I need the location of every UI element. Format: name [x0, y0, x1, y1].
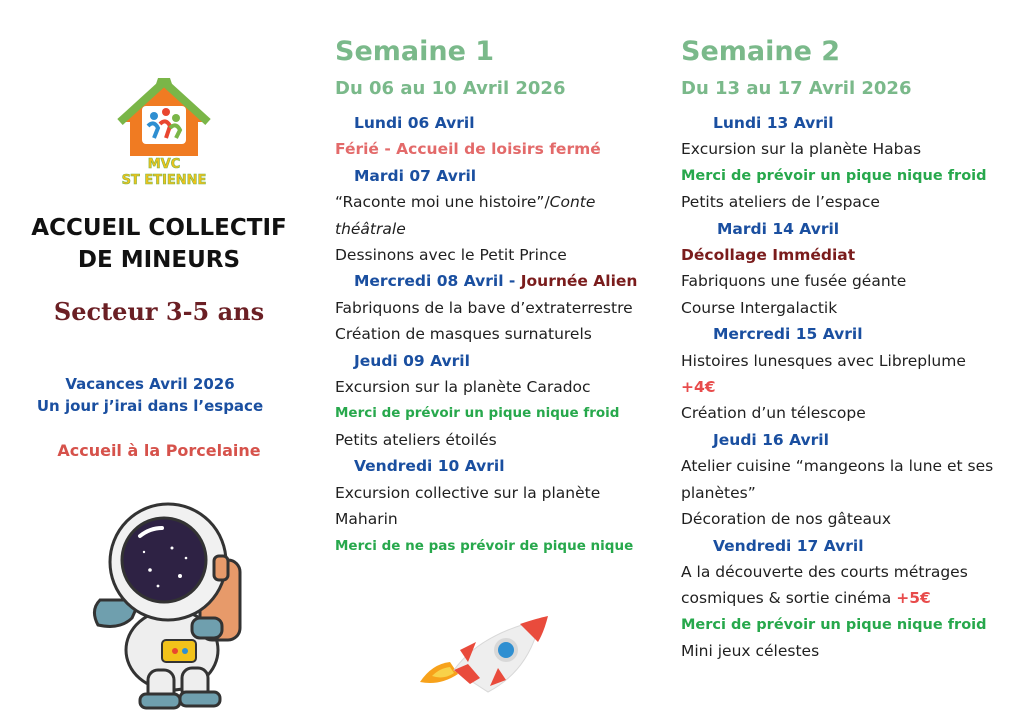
activity-part-italic: Conte théâtrale	[335, 193, 596, 238]
activity: Décoration de nos gâteaux	[681, 510, 892, 529]
vacation-line2: Un jour j’irai dans l’espace	[36, 397, 264, 415]
day-label: Mercredi 08 Avril	[354, 272, 504, 291]
activity	[335, 189, 665, 242]
activity: Course Intergalactik	[681, 298, 838, 317]
separator: -	[503, 272, 521, 291]
week2-schedule	[681, 110, 1016, 665]
day-heading: Jeudi 16 Avril	[713, 430, 829, 449]
logo-line2: ST ETIENNE	[121, 173, 207, 188]
activity: Atelier cuisine “mangeons la lune et ses planètes”	[681, 457, 994, 502]
page-title	[0, 212, 318, 276]
activity: Dessinons avec le Petit Prince	[335, 246, 567, 265]
picnic-note: Merci de prévoir un pique nique froid	[335, 405, 620, 422]
day-heading: Mardi 07 Avril	[354, 166, 477, 185]
rocket-icon	[410, 612, 555, 694]
day-heading: Lundi 13 Avril	[713, 114, 834, 132]
title-line1: ACCUEIL COLLECTIF	[31, 215, 287, 241]
day-heading: Mardi 14 Avril	[717, 219, 840, 238]
week2-dates: Du 13 au 17 Avril 2026	[681, 78, 912, 99]
price-badge: +5€	[896, 589, 931, 608]
day-heading: Vendredi 10 Avril	[354, 457, 505, 476]
week1-title: Semaine 1	[335, 36, 495, 67]
title-line2: DE MINEURS	[77, 247, 241, 273]
activity: Petits ateliers étoilés	[335, 430, 497, 449]
activity: Histoires lunesques avec Libreplume	[681, 351, 966, 370]
special-event: Journée Alien	[520, 272, 638, 291]
day-heading: Vendredi 17 Avril	[713, 536, 864, 555]
place-label: Accueil à la Porcelaine	[57, 441, 261, 460]
closed-notice: Férié - Accueil de loisirs fermé	[335, 140, 601, 159]
vacation-theme	[0, 373, 300, 417]
picnic-note: Merci de prévoir un pique nique froid	[681, 167, 987, 184]
vacation-line1: Vacances Avril 2026	[65, 375, 235, 393]
activity: Fabriquons de la bave d’extraterrestre	[335, 298, 633, 317]
day-heading: Lundi 06 Avril	[354, 114, 475, 132]
activity: Excursion sur la planète Habas	[681, 140, 922, 159]
activity: Création d’un télescope	[681, 404, 866, 423]
activity: Fabriquons une fusée géante	[681, 272, 907, 291]
activity: Petits ateliers de l’espace	[681, 193, 880, 212]
week1-dates: Du 06 au 10 Avril 2026	[335, 78, 566, 99]
day-heading	[335, 268, 665, 294]
house-logo-icon	[108, 74, 220, 190]
day-heading: Jeudi 09 Avril	[354, 351, 470, 370]
activity: Excursion collective sur la planète Maharin	[335, 483, 601, 529]
special-event: Décollage Immédiat	[681, 246, 856, 265]
week1-column	[335, 34, 665, 559]
week1-schedule	[335, 110, 665, 559]
price-badge: +4€	[681, 378, 716, 397]
astronaut-icon	[80, 500, 260, 710]
week2-title: Semaine 2	[681, 36, 841, 67]
activity: Excursion sur la planète Caradoc	[335, 378, 591, 397]
activity-part: “Raconte moi une histoire”/	[335, 193, 550, 212]
activity: Mini jeux célestes	[681, 642, 820, 661]
picnic-note: Merci de prévoir un pique nique froid	[681, 616, 987, 633]
day-heading: Mercredi 15 Avril	[713, 325, 863, 344]
activity	[681, 559, 1016, 612]
logo-line1: MVC	[147, 157, 181, 172]
picnic-note: Merci de ne pas prévoir de pique nique	[335, 537, 634, 554]
week2-column	[681, 34, 1016, 665]
sector-label: Secteur 3-5 ans	[53, 297, 265, 326]
activity: Création de masques surnaturels	[335, 325, 592, 344]
activity-text: A la découverte des courts métrages cosmiques & sortie cinéma	[681, 562, 968, 608]
